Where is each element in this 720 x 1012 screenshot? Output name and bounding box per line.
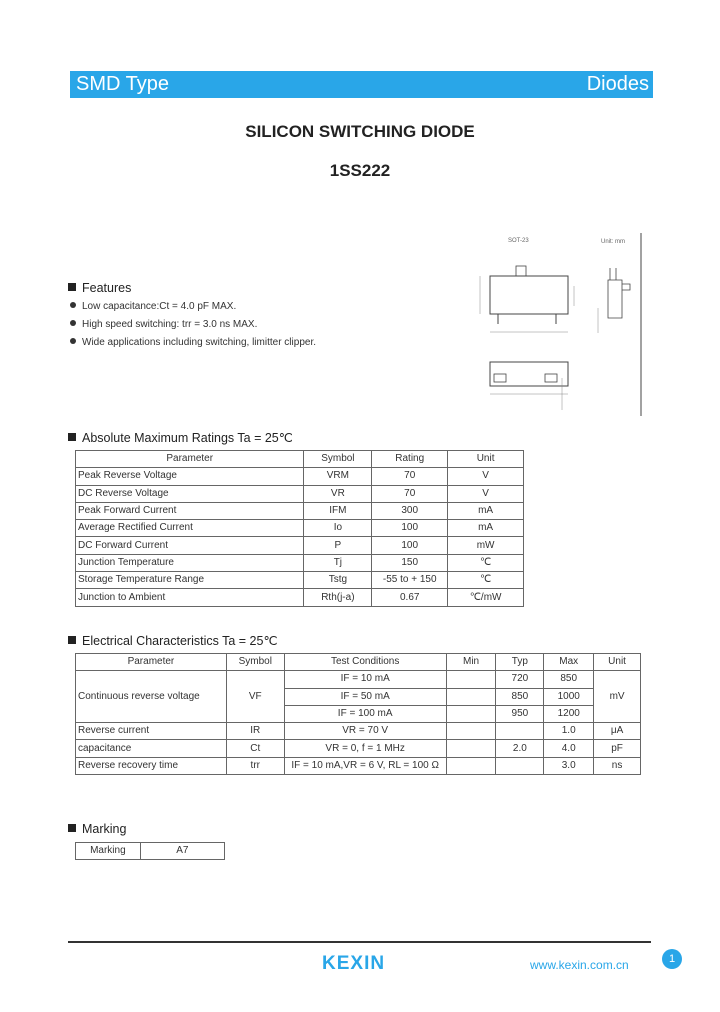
part-number: 1SS222 [329, 161, 391, 180]
feature-item: Low capacitance:Ct = 4.0 pF MAX. [70, 301, 236, 312]
table-cell [446, 688, 496, 705]
table-cell [496, 723, 544, 740]
table-cell: ℃/mW [448, 589, 524, 606]
table-row [76, 723, 641, 740]
table-cell: DC Reverse Voltage [76, 485, 304, 502]
column-header: Typ [496, 654, 544, 671]
page-number: 1 [662, 949, 682, 969]
table-cell: 70 [372, 468, 448, 485]
table-cell: Tstg [304, 572, 372, 589]
column-header: Max [544, 654, 594, 671]
table-cell [446, 757, 496, 774]
column-header: Parameter [76, 654, 227, 671]
package-unit: Unit: mm [601, 239, 625, 245]
table-cell: 150 [372, 554, 448, 571]
table-cell: mV [594, 671, 641, 723]
column-header: Symbol [226, 654, 284, 671]
column-header: Rating [372, 451, 448, 468]
table-cell: 850 [544, 671, 594, 688]
table-cell [446, 671, 496, 688]
table-cell: 850 [496, 688, 544, 705]
abs-max-table [75, 450, 524, 607]
table-row [76, 537, 524, 554]
website-link[interactable]: www.kexin.com.cn [530, 958, 629, 972]
table-cell: 950 [496, 705, 544, 722]
column-header: Unit [448, 451, 524, 468]
table-cell: VF [226, 671, 284, 723]
table-cell: 1.0 [544, 723, 594, 740]
table-cell: Junction to Ambient [76, 589, 304, 606]
table-cell: 1000 [544, 688, 594, 705]
table-cell: 4.0 [544, 740, 594, 757]
table-row [76, 485, 524, 502]
table-cell: VR = 0, f = 1 MHz [284, 740, 446, 757]
table-row [76, 740, 641, 757]
table-cell: Rth(j-a) [304, 589, 372, 606]
table-cell: VR [304, 485, 372, 502]
table-cell: ns [594, 757, 641, 774]
square-bullet-icon [68, 824, 76, 832]
table-cell: 0.67 [372, 589, 448, 606]
table-row [76, 572, 524, 589]
table-row [76, 520, 524, 537]
feature-item: Wide applications including switching, limitter clipper. [70, 337, 316, 348]
table-header-row [76, 654, 641, 671]
table-cell: Ct [226, 740, 284, 757]
table-cell: Peak Forward Current [76, 502, 304, 519]
package-label: SOT-23 [508, 238, 529, 244]
table-cell: 300 [372, 502, 448, 519]
table-cell: ℃ [448, 554, 524, 571]
marking-table [75, 842, 225, 860]
column-header: Unit [594, 654, 641, 671]
table-cell [446, 723, 496, 740]
elec-table [75, 653, 641, 775]
bullet-icon [70, 338, 76, 344]
elec-heading: Electrical Characteristics Ta = 25℃ [68, 633, 277, 648]
table-cell: IF = 10 mA [284, 671, 446, 688]
table-cell: VRM [304, 468, 372, 485]
table-cell: -55 to + 150 [372, 572, 448, 589]
table-row [76, 589, 524, 606]
table-cell: V [448, 485, 524, 502]
table-cell: mW [448, 537, 524, 554]
table-cell: Storage Temperature Range [76, 572, 304, 589]
table-cell: DC Forward Current [76, 537, 304, 554]
square-bullet-icon [68, 433, 76, 441]
table-cell: Reverse current [76, 723, 227, 740]
table-cell: Io [304, 520, 372, 537]
table-cell: V [448, 468, 524, 485]
column-header: Test Conditions [284, 654, 446, 671]
header-type: Diodes [586, 73, 649, 95]
table-row [76, 843, 225, 860]
table-cell [446, 705, 496, 722]
header-category: SMD Type [76, 73, 169, 95]
table-cell: mA [448, 520, 524, 537]
table-cell: 100 [372, 537, 448, 554]
marking-value: A7 [140, 843, 224, 860]
marking-label: Marking [76, 843, 141, 860]
table-cell: Peak Reverse Voltage [76, 468, 304, 485]
bullet-icon [70, 320, 76, 326]
table-cell [496, 757, 544, 774]
table-cell: Tj [304, 554, 372, 571]
table-cell [446, 740, 496, 757]
table-cell: ℃ [448, 572, 524, 589]
table-cell: 2.0 [496, 740, 544, 757]
kexin-logo: KEXIN [322, 953, 386, 974]
column-header: Parameter [76, 451, 304, 468]
column-header: Symbol [304, 451, 372, 468]
table-header-row [76, 451, 524, 468]
table-cell: VR = 70 V [284, 723, 446, 740]
square-bullet-icon [68, 283, 76, 291]
table-row [76, 468, 524, 485]
table-cell: IR [226, 723, 284, 740]
table-row [76, 671, 641, 688]
table-cell: Junction Temperature [76, 554, 304, 571]
table-cell: IF = 50 mA [284, 688, 446, 705]
table-cell: Average Rectified Current [76, 520, 304, 537]
footer-divider [68, 941, 651, 943]
abs-max-heading: Absolute Maximum Ratings Ta = 25℃ [68, 430, 293, 445]
bullet-icon [70, 302, 76, 308]
marking-heading: Marking [68, 822, 126, 836]
table-cell: 1200 [544, 705, 594, 722]
table-cell: pF [594, 740, 641, 757]
table-cell: 720 [496, 671, 544, 688]
table-row [76, 554, 524, 571]
table-cell: IF = 100 mA [284, 705, 446, 722]
package-outline-drawing [470, 228, 645, 418]
table-row [76, 757, 641, 774]
table-cell: capacitance [76, 740, 227, 757]
column-header: Min [446, 654, 496, 671]
table-cell: IF = 10 mA,VR = 6 V, RL = 100 Ω [284, 757, 446, 774]
square-bullet-icon [68, 636, 76, 644]
table-cell: trr [226, 757, 284, 774]
table-cell: μA [594, 723, 641, 740]
table-cell: Reverse recovery time [76, 757, 227, 774]
document-title: SILICON SWITCHING DIODE [245, 122, 475, 141]
table-cell: 100 [372, 520, 448, 537]
table-cell: mA [448, 502, 524, 519]
table-cell: 70 [372, 485, 448, 502]
table-cell: P [304, 537, 372, 554]
table-row [76, 502, 524, 519]
table-cell: Continuous reverse voltage [76, 671, 227, 723]
table-cell: 3.0 [544, 757, 594, 774]
features-heading: Features [68, 281, 131, 295]
feature-item: High speed switching: trr = 3.0 ns MAX. [70, 319, 257, 330]
table-cell: IFM [304, 502, 372, 519]
